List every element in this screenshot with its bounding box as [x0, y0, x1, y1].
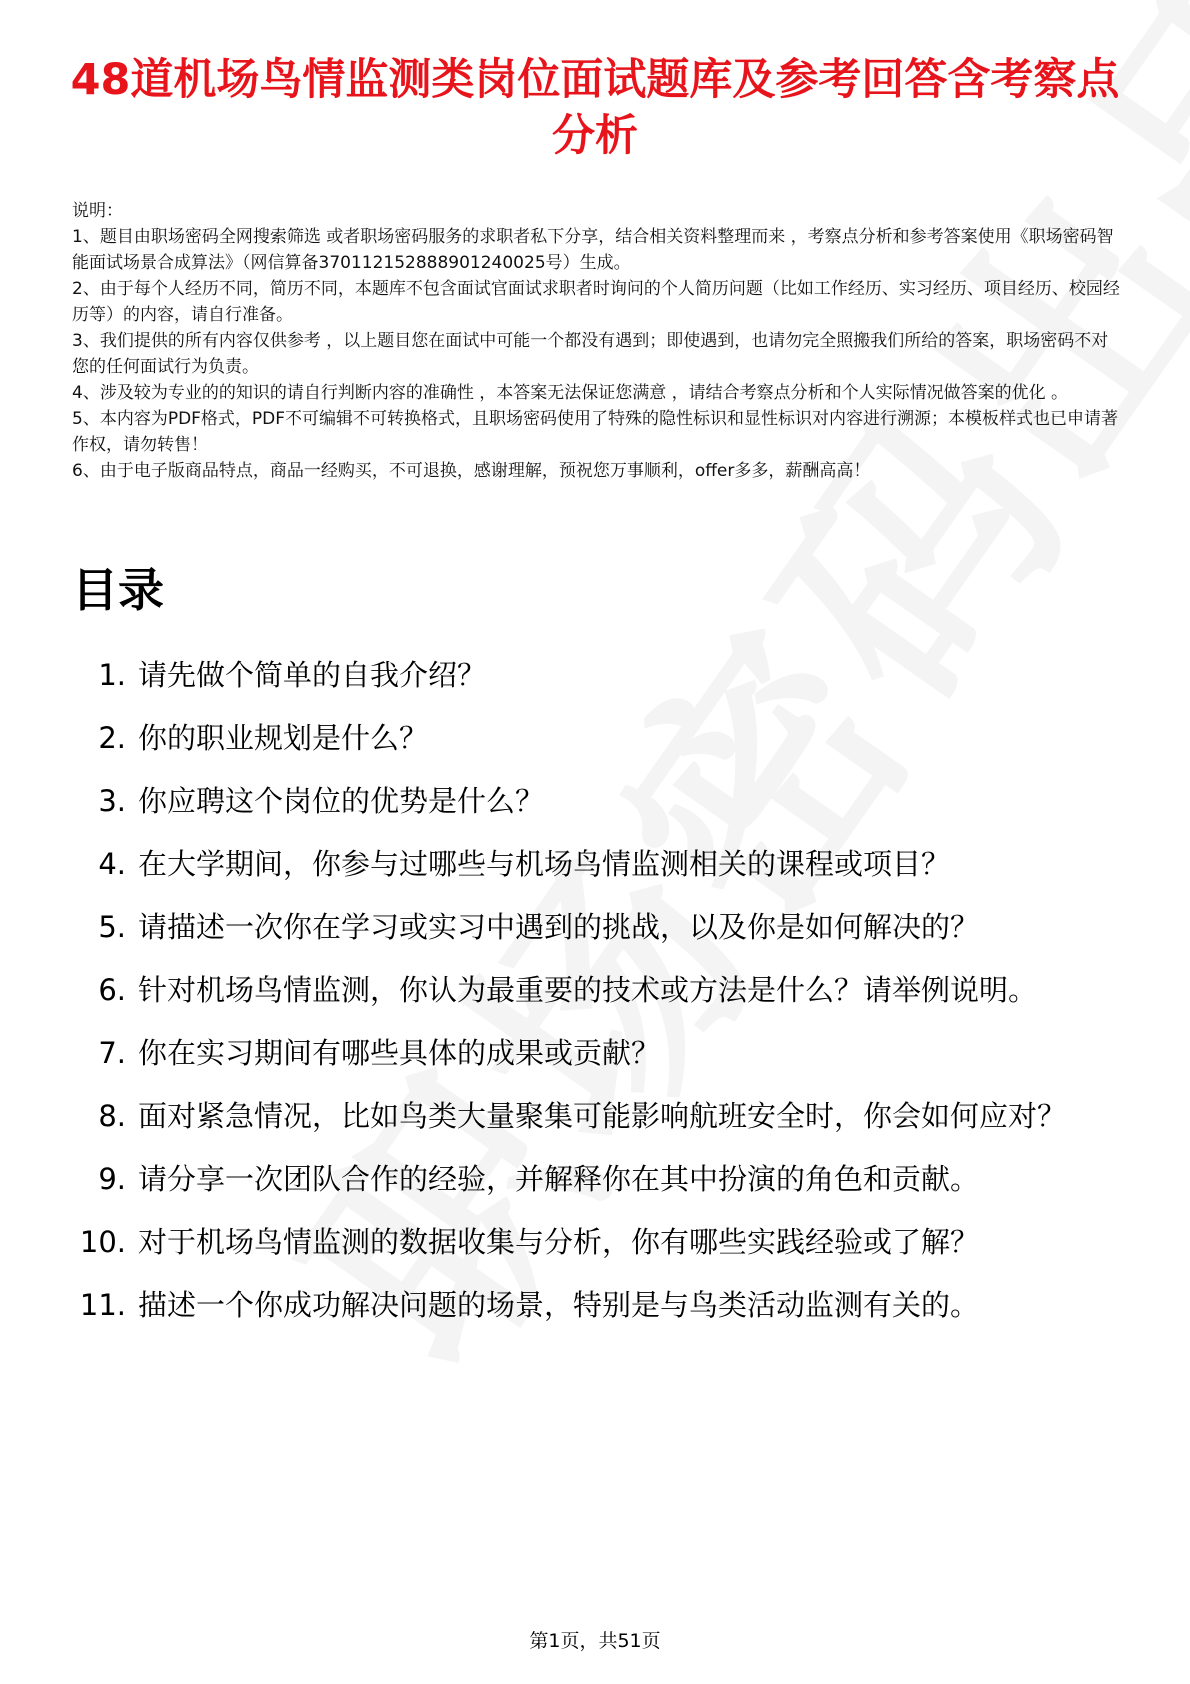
toc-item	[72, 1097, 1132, 1135]
note-item-5: 5、本内容为PDF格式，PDF不可编辑不可转换格式，且职场密码使用了特殊的隐性标识和显性标识对内容进行溯源；本模板样式也已申请著作权，请勿转售！	[72, 409, 1119, 455]
toc-item-number: 5.	[98, 910, 126, 944]
toc-item	[72, 1286, 1132, 1324]
note-item-2: 2、由于每个人经历不同，简历不同，本题库不包含面试官面试求职者时询问的个人简历问题（比如工作经历、实习经历、项目经历、校园经历等）的内容，请自行准备。	[72, 279, 1120, 325]
toc-item	[72, 971, 1132, 1009]
toc-item	[72, 845, 1132, 883]
toc-item-number: 9.	[98, 1162, 126, 1196]
toc-item-text: 面对紧急情况，比如鸟类大量聚集可能影响航班安全时，你会如何应对？	[138, 1099, 1067, 1133]
toc-item-text: 请分享一次团队合作的经验，并解释你在其中扮演的角色和贡献。	[138, 1162, 980, 1196]
page-footer: 第1页，共51页	[529, 1630, 661, 1652]
toc-item-text: 你的职业规划是什么？	[138, 721, 429, 755]
toc-item-text: 你在实习期间有哪些具体的成果或贡献？	[138, 1036, 661, 1070]
toc-item-number: 7.	[98, 1036, 126, 1070]
toc-item-number: 1.	[98, 658, 126, 692]
notes-section	[72, 198, 1122, 484]
toc-item-number: 4.	[98, 847, 126, 881]
note-item-6: 6、由于电子版商品特点，商品一经购买，不可退换，感谢理解，预祝您万事顺利，offer多多，薪酬高高！	[72, 461, 871, 481]
toc-item-text: 请先做个简单的自我介绍？	[138, 658, 487, 692]
toc-item-text: 请描述一次你在学习或实习中遇到的挑战，以及你是如何解决的？	[138, 910, 980, 944]
toc-item-number: 11.	[79, 1288, 126, 1322]
page-title: 48道机场鸟情监测类岗位面试题库及参考回答含考察点分析	[70, 55, 1120, 161]
toc-item	[72, 908, 1132, 946]
toc-item	[72, 656, 1132, 694]
toc-item-text: 针对机场鸟情监测，你认为最重要的技术或方法是什么？请举例说明。	[138, 973, 1038, 1007]
note-item-4: 4、涉及较为专业的的知识的请自行判断内容的准确性 ，本答案无法保证您满意 ，请结合考察点分析和个人实际情况做答案的优化 。	[72, 383, 1069, 403]
toc-item-text: 对于机场鸟情监测的数据收集与分析，你有哪些实践经验或了解？	[138, 1225, 980, 1259]
toc-item-text: 你应聘这个岗位的优势是什么？	[138, 784, 545, 818]
note-item-3: 3、我们提供的所有内容仅供参考 ，以上题目您在面试中可能一个都没有遇到；即使遇到，也请勿完全照搬我们所给的答案，职场密码不对您的任何面试行为负责。	[72, 331, 1109, 377]
toc-list	[72, 656, 1132, 1349]
toc-item	[72, 1223, 1132, 1261]
toc-item-number: 2.	[98, 721, 126, 755]
toc-item-number: 3.	[98, 784, 126, 818]
toc-item	[72, 719, 1132, 757]
toc-item	[72, 782, 1132, 820]
toc-item-text: 在大学期间，你参与过哪些与机场鸟情监测相关的课程或项目？	[138, 847, 951, 881]
toc-item-number: 10.	[79, 1225, 126, 1259]
toc-item	[72, 1034, 1132, 1072]
note-item-1: 1、题目由职场密码全网搜索筛选 或者职场密码服务的求职者私下分享，结合相关资料整理而来 ，考察点分析和参考答案使用《职场密码智能面试场景合成算法》（网信算备370112152888901240025号）生成。	[72, 227, 1114, 273]
toc-item-text: 描述一个你成功解决问题的场景，特别是与鸟类活动监测有关的。	[138, 1288, 980, 1322]
toc-item	[72, 1160, 1132, 1198]
toc-item-number: 6.	[98, 973, 126, 1007]
toc-heading: 目录	[72, 563, 164, 617]
toc-item-number: 8.	[98, 1099, 126, 1133]
notes-heading: 说明：	[72, 201, 123, 221]
